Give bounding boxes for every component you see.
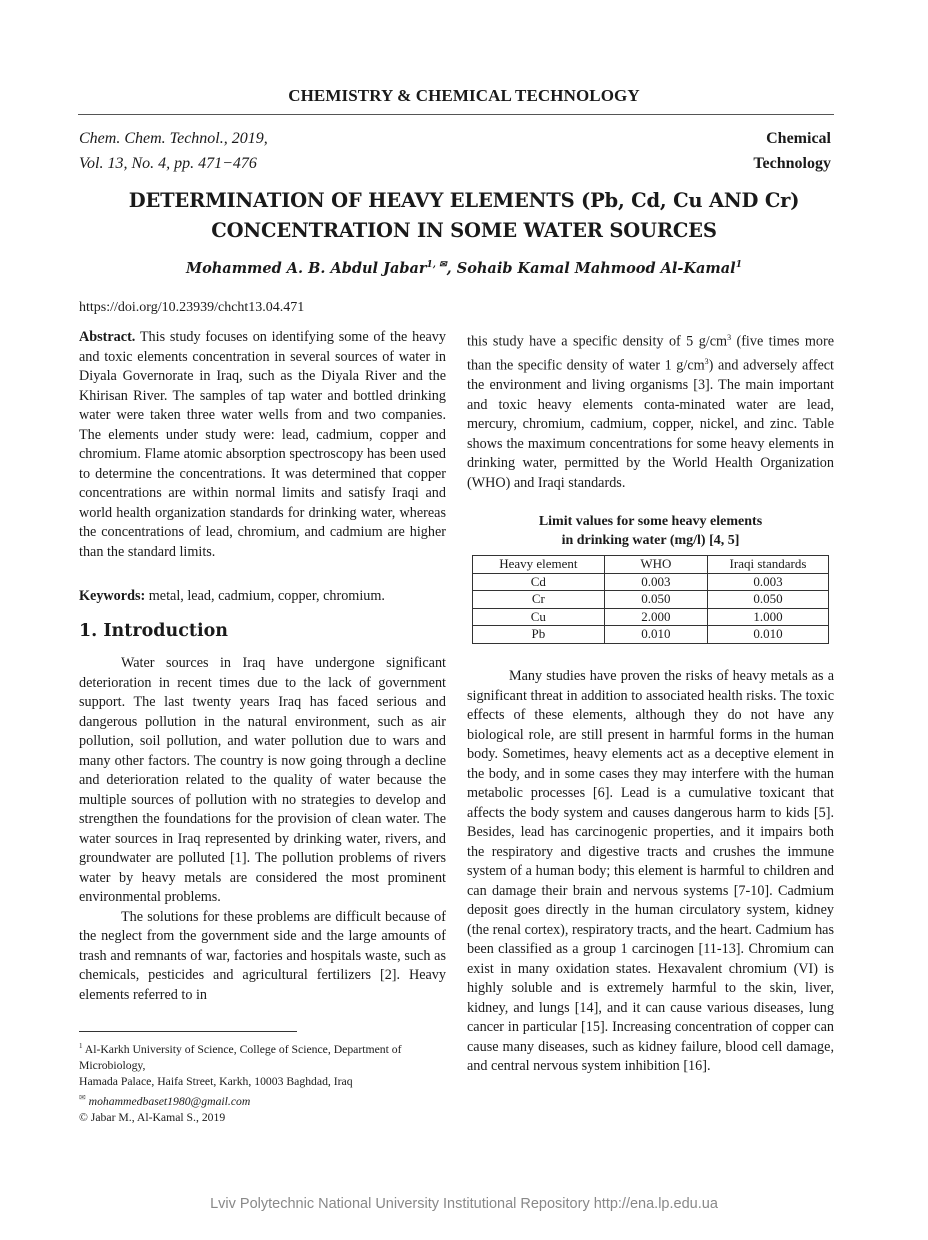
intro-continuation-text: ) and adversely affect the environment and living organisms [3]. The main important and toxic heavy elements conta-minated water are lead, mercury, chromium, cadmium, copper, nickel, and zinc. Table shows the maximum concentrations for some heavy elements in drinking water, permitted by the World Health Organization (WHO) and Iraqi standards. [467,357,834,491]
introduction-right-body [467,667,834,1077]
author-separator: , [446,260,457,277]
citation [79,126,268,176]
table-caption-line-2: in drinking water (mg/l) [4, 5] [561,533,740,548]
intro-paragraph-2: The solutions for these problems are difficult because of the neglect from the government side and the large amounts of trash and remnants of war, factories and hospitals waste, such as chemicals, pesticides and agricultural fertilizers [2]. Heavy elements referred to in [79,908,446,1003]
table-header-row [473,556,829,574]
journal-header: CHEMISTRY & CHEMICAL TECHNOLOGY [288,86,640,105]
footnote [79,1038,446,1126]
introduction-right-continuation [467,328,834,493]
table-row [473,573,829,591]
intro-continuation-text: this study have a specific density of 5 g/cm [467,333,728,350]
doi-link[interactable]: https://doi.org/10.23939/chcht13.04.471 [79,300,305,315]
section-line-1: Chemical [766,130,831,147]
journal-section [753,126,831,176]
title-line-2: CONCENTRATION IN SOME WATER SOURCES [211,219,717,242]
footnote-copyright: © Jabar M., Al-Kamal S., 2019 [79,1110,226,1124]
author-2-affiliation: 1 [735,260,742,271]
table-caption-line-1: Limit values for some heavy elements [538,514,763,529]
superscript: 3 [727,333,732,342]
article-title [60,186,868,246]
footnote-affiliation: Al-Karkh University of Science, College of Science, Department of Microbiology, [79,1042,402,1072]
footnote-email[interactable]: mohammedbaset1980@gmail.com [88,1094,251,1108]
footnote-address: Hamada Palace, Haifa Street, Karkh, 10003 Baghdad, Iraq [79,1074,353,1088]
superscript: 3 [704,357,709,367]
table-header-cell: Heavy element [473,556,605,574]
table-cell: 0.010 [707,626,828,644]
intro-paragraph-3: Many studies have proven the risks of heavy metals as a significant threat in addition to associated health risks. The toxic effects of these elements, although they do not have any biological role, are still present in harmful forms in the human body. Sometimes, heavy elements act as a deceptive element in the body, and in some cases they may interfere with the human metabolic processes [6]. Lead is a cumulative toxicant that affects the body system and causes dangerous harm to kids [5]. Besides, lead has carcinogenic properties, and it impairs both the respiratory and digestive tracts and crushes the immune system of a human body; this element is harmful to children and can damage their brain and nervous systems [7-10]. Cadmium deposit goes directly in the human circulatory system, kidney (the renal cortex), respiratory tracts, and the heart. Cadmium has been classified as a group 1 carcinogen [11-13]. Chromium can exist in many oxidation states. Hexavalent chromium (VI) is highly soluble and is extremely harmful to the skin, liver, kidney, and lungs [14], and it can cause various diseases, lung cancer in particular [15]. Increasing concentration of copper can cause many diseases, such as kidney failure, blood cell damage, and central nervous system inhibition [16]. [467,668,834,1074]
table-row [473,626,829,644]
keywords [79,587,446,607]
intro-paragraph-1: Water sources in Iraq have undergone significant deterioration in recent times due to the lack of government support. The last twenty years Iraq has faced serious and dangerous pollution in the natural environment, such as air pollution, soil pollution, and water pollution due to wars and many other factors. The country is now going through a decline and deterioration related to the quality of water because the multiple sources of pollution with no strategies to develop and strengthen the foundations for the provision of clean water. The water sources in Iraq represented by drinking water, rivers, and groundwater are polluted [1]. The pollution problems of rivers water by heavy metals are considered the most prominent environmental problems. [79,655,446,905]
table-cell: 0.050 [707,591,828,609]
table-cell: 0.010 [604,626,707,644]
table-cell: 1.000 [707,608,828,626]
keywords-text: metal, lead, cadmium, copper, chromium. [145,588,385,604]
abstract-label: Abstract. [79,329,136,345]
introduction-left [79,654,446,1005]
envelope-icon: ✉ [439,260,447,271]
footnote-divider [79,1031,297,1032]
header-divider [78,114,834,115]
table-cell: 0.050 [604,591,707,609]
footnote-marker: 1 [79,1042,83,1050]
keywords-label: Keywords: [79,588,146,604]
section-heading-introduction: 1. Introduction [79,621,228,641]
limit-values-table [472,555,829,644]
title-line-1: DETERMINATION OF HEAVY ELEMENTS (Pb, Cd, Cu AND Cr) [128,189,800,212]
author-2: Sohaib Kamal Mahmood Al-Kamal [456,260,736,277]
abstract [79,328,446,562]
table-row [473,608,829,626]
table-cell: 2.000 [604,608,707,626]
envelope-icon: ✉ [79,1092,86,1102]
table-cell: Cd [473,573,605,591]
abstract-text: This study focuses on identifying some of the heavy and toxic elements concentration in several sources of water in Diyala Governorate in Iraq, such as the Diyala River and the Khirisan River. The samples of tap water and bottled drinking water were taken three water wells from and two companies. The elements under study were: lead, cadmium, copper and chromium. Flame atomic absorption spectroscopy has been used to determine the concentrations. It was determined that copper concentrations are within normal limits and satisfy Iraqi and world health organization standards for drinking water, whereas the concentrations of lead, chromium, and cadmium are higher than the standard limits. [79,329,446,560]
author-1-affiliation: 1, [426,260,440,271]
table-cell: Cu [473,608,605,626]
repository-footer[interactable]: Lviv Polytechnic National University Institutional Repository http://ena.lp.edu.ua [210,1196,718,1212]
table-cell: 0.003 [707,573,828,591]
table-cell: Cr [473,591,605,609]
author-1: Mohammed A. B. Abdul Jabar [186,260,427,277]
table-cell: Pb [473,626,605,644]
table-row [473,591,829,609]
citation-line-2: Vol. 13, No. 4, pp. 471−476 [79,155,257,172]
table-caption [467,512,834,550]
table-header-cell: WHO [604,556,707,574]
author-list [0,260,928,277]
section-line-2: Technology [753,155,831,172]
citation-line-1: Chem. Chem. Technol., 2019, [79,130,268,147]
table-cell: 0.003 [604,573,707,591]
table-header-cell: Iraqi standards [707,556,828,574]
intro-continuation-text: (five times more than the specific density of water 1 g/cm [467,333,834,374]
